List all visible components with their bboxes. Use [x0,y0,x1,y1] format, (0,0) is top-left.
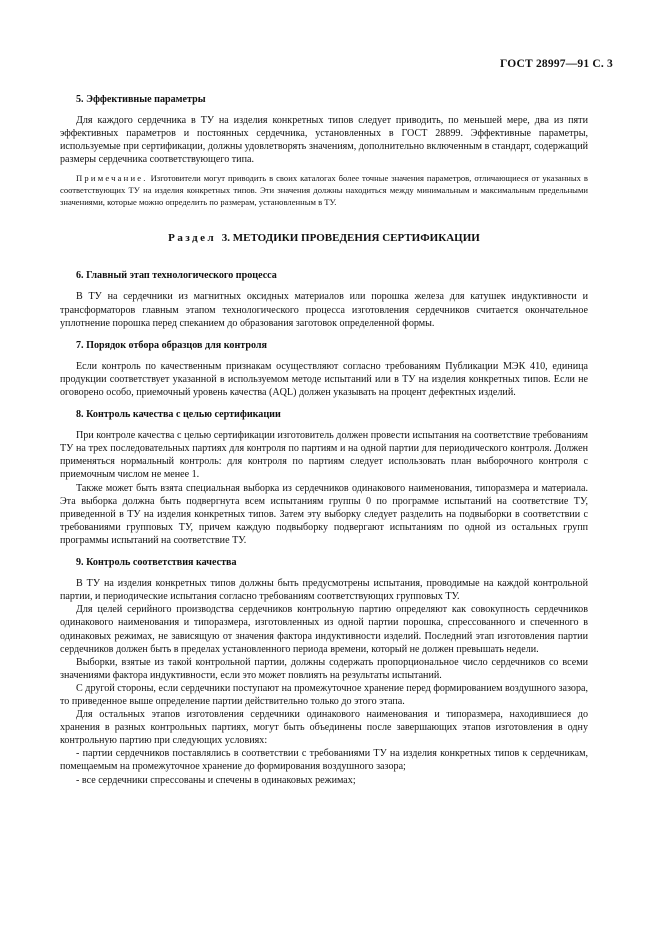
spacer [60,547,588,556]
section-6-title: 6. Главный этап технологического процесса [76,270,277,282]
section-9-title: 9. Контроль соответствия качества [76,557,237,569]
note-label: Примечание. [76,173,148,184]
part-3-heading [60,232,588,245]
section-5-title: 5. Эффективные параметры [76,94,206,105]
section-6-paragraph: В ТУ на сердечники из магнитных оксидных материалов или порошка железа для катушек индуктивности и трансформаторов главным этапом технологического процесса изготовления сердечников считается окончательное уплотнение порошка перед спеканием до образования заготовок определенной формы. [60,291,588,329]
page-header: ГОСТ 28997—91 С. 3 [500,58,613,70]
spacer [60,330,588,339]
section-7-paragraph: Если контроль по качественным признакам осуществляют согласно требованиям Публикации МЭК 410, единица продукции соответствует указанной в используемом методе испытаний или в ТУ на изделия конкретных типов. Если не оговорено особо, приемочный уровень качества (AQL) должен указывать на процент дефектных изделий. [60,360,588,398]
page-content [60,93,588,787]
list-item: - партии сердечников поставлялись в соответствии с требованиями ТУ на изделия конкретных типов к сердечникам, помещаемым на промежуточное хранение до формирования воздушного зазора; [60,748,588,773]
section-5-paragraph: Для каждого сердечника в ТУ на изделия конкретных типов следует приводить, по меньшей мере, два из пяти эффективных параметров и постоянных сердечника, установленных в ГОСТ 28899. Эффективные параметры, используемые при сертификации, должны удовлетворять значениям, дополнительно включенным в стандарт, содержащий размеры сердечника соответствующего типа. [60,115,588,166]
part-title: 3. МЕТОДИКИ ПРОВЕДЕНИЯ СЕРТИФИКАЦИИ [221,232,480,245]
section-5-note [60,173,588,208]
spacer [60,399,588,408]
section-8-paragraph-2: Также может быть взята специальная выборка из сердечников одинакового наименования, типоразмера и материала. Эта выборка должна быть подвергнута всем испытаниям группы 0 по программе испытаний на соответствие ТУ, приведенной в ТУ на изделия конкретных типов. Затем эту выборку следует разделить на подвыборки в соответствии с требованиями групповых ТУ, причем каждую подвыборку подвергают испытаниям по одной из остальных групп программы испытаний на соответствие ТУ. [60,482,588,546]
section-7-title: 7. Порядок отбора образцов для контроля [76,339,268,351]
section-9-paragraph-3: Выборки, взятые из такой контрольной партии, должны содержать пропорциональное число сердечников со всеми значениями фактора индуктивности, если это может повлиять на результаты испытаний. [60,656,588,681]
section-9-paragraph-1: В ТУ на изделия конкретных типов должны быть предусмотрены испытания, проводимые на каждой контрольной партии, и периодические испытания согласно требованиям соответствующих групповых ТУ. [60,578,588,603]
list-item: - все сердечники спрессованы и спечены в одинаковых режимах; [76,774,356,786]
section-9-paragraph-4: С другой стороны, если сердечники поступают на промежуточное хранение перед формированием воздушного зазора, то приведенное выше определение партии действительно только до этого этапа. [60,682,588,707]
note-text: Изготовители могут приводить в своих каталогах более точные значения параметров, отличающиеся от указанных в соответствующих ТУ на изделия конкретных типов. Эти значения должны находиться между минимальным и максимальным предельными значениями, которые можно определить по размерам, установленным в ТУ. [60,173,588,207]
section-8-paragraph-1: При контроле качества с целью сертификации изготовитель должен провести испытания на соответствие требованиям ТУ на трех последовательных партиях для контроля по партиям и на одной партии для периодического контроля. Должен применяться нормальный контроль: для контроля по партиям следует использовать план выборочного контроля с приемочным числом не менее 1. [60,430,588,481]
section-8-title: 8. Контроль качества с целью сертификации [76,409,281,421]
section-9-paragraph-2: Для целей серийного производства сердечников контрольную партию определяют как совокупность сердечников одинакового наименования и типоразмера, изготовленных из одной партии порошка, спрессованного и спеченного в одинаковых режимах, не зависящую от значения фактора индуктивности изделий. Последний этап изготовления партии сердечников должен быть в пределах установленного периода времени, который не должен превышать недели. [60,604,588,655]
part-label: Раздел [168,232,217,245]
section-9-paragraph-5: Для остальных этапов изготовления сердечники одинакового наименования и типоразмера, находившиеся до хранения в разных контрольных партиях, могут быть объединены после завершающих этапов изготовления в одну контрольную партию при следующих условиях: [60,709,588,747]
